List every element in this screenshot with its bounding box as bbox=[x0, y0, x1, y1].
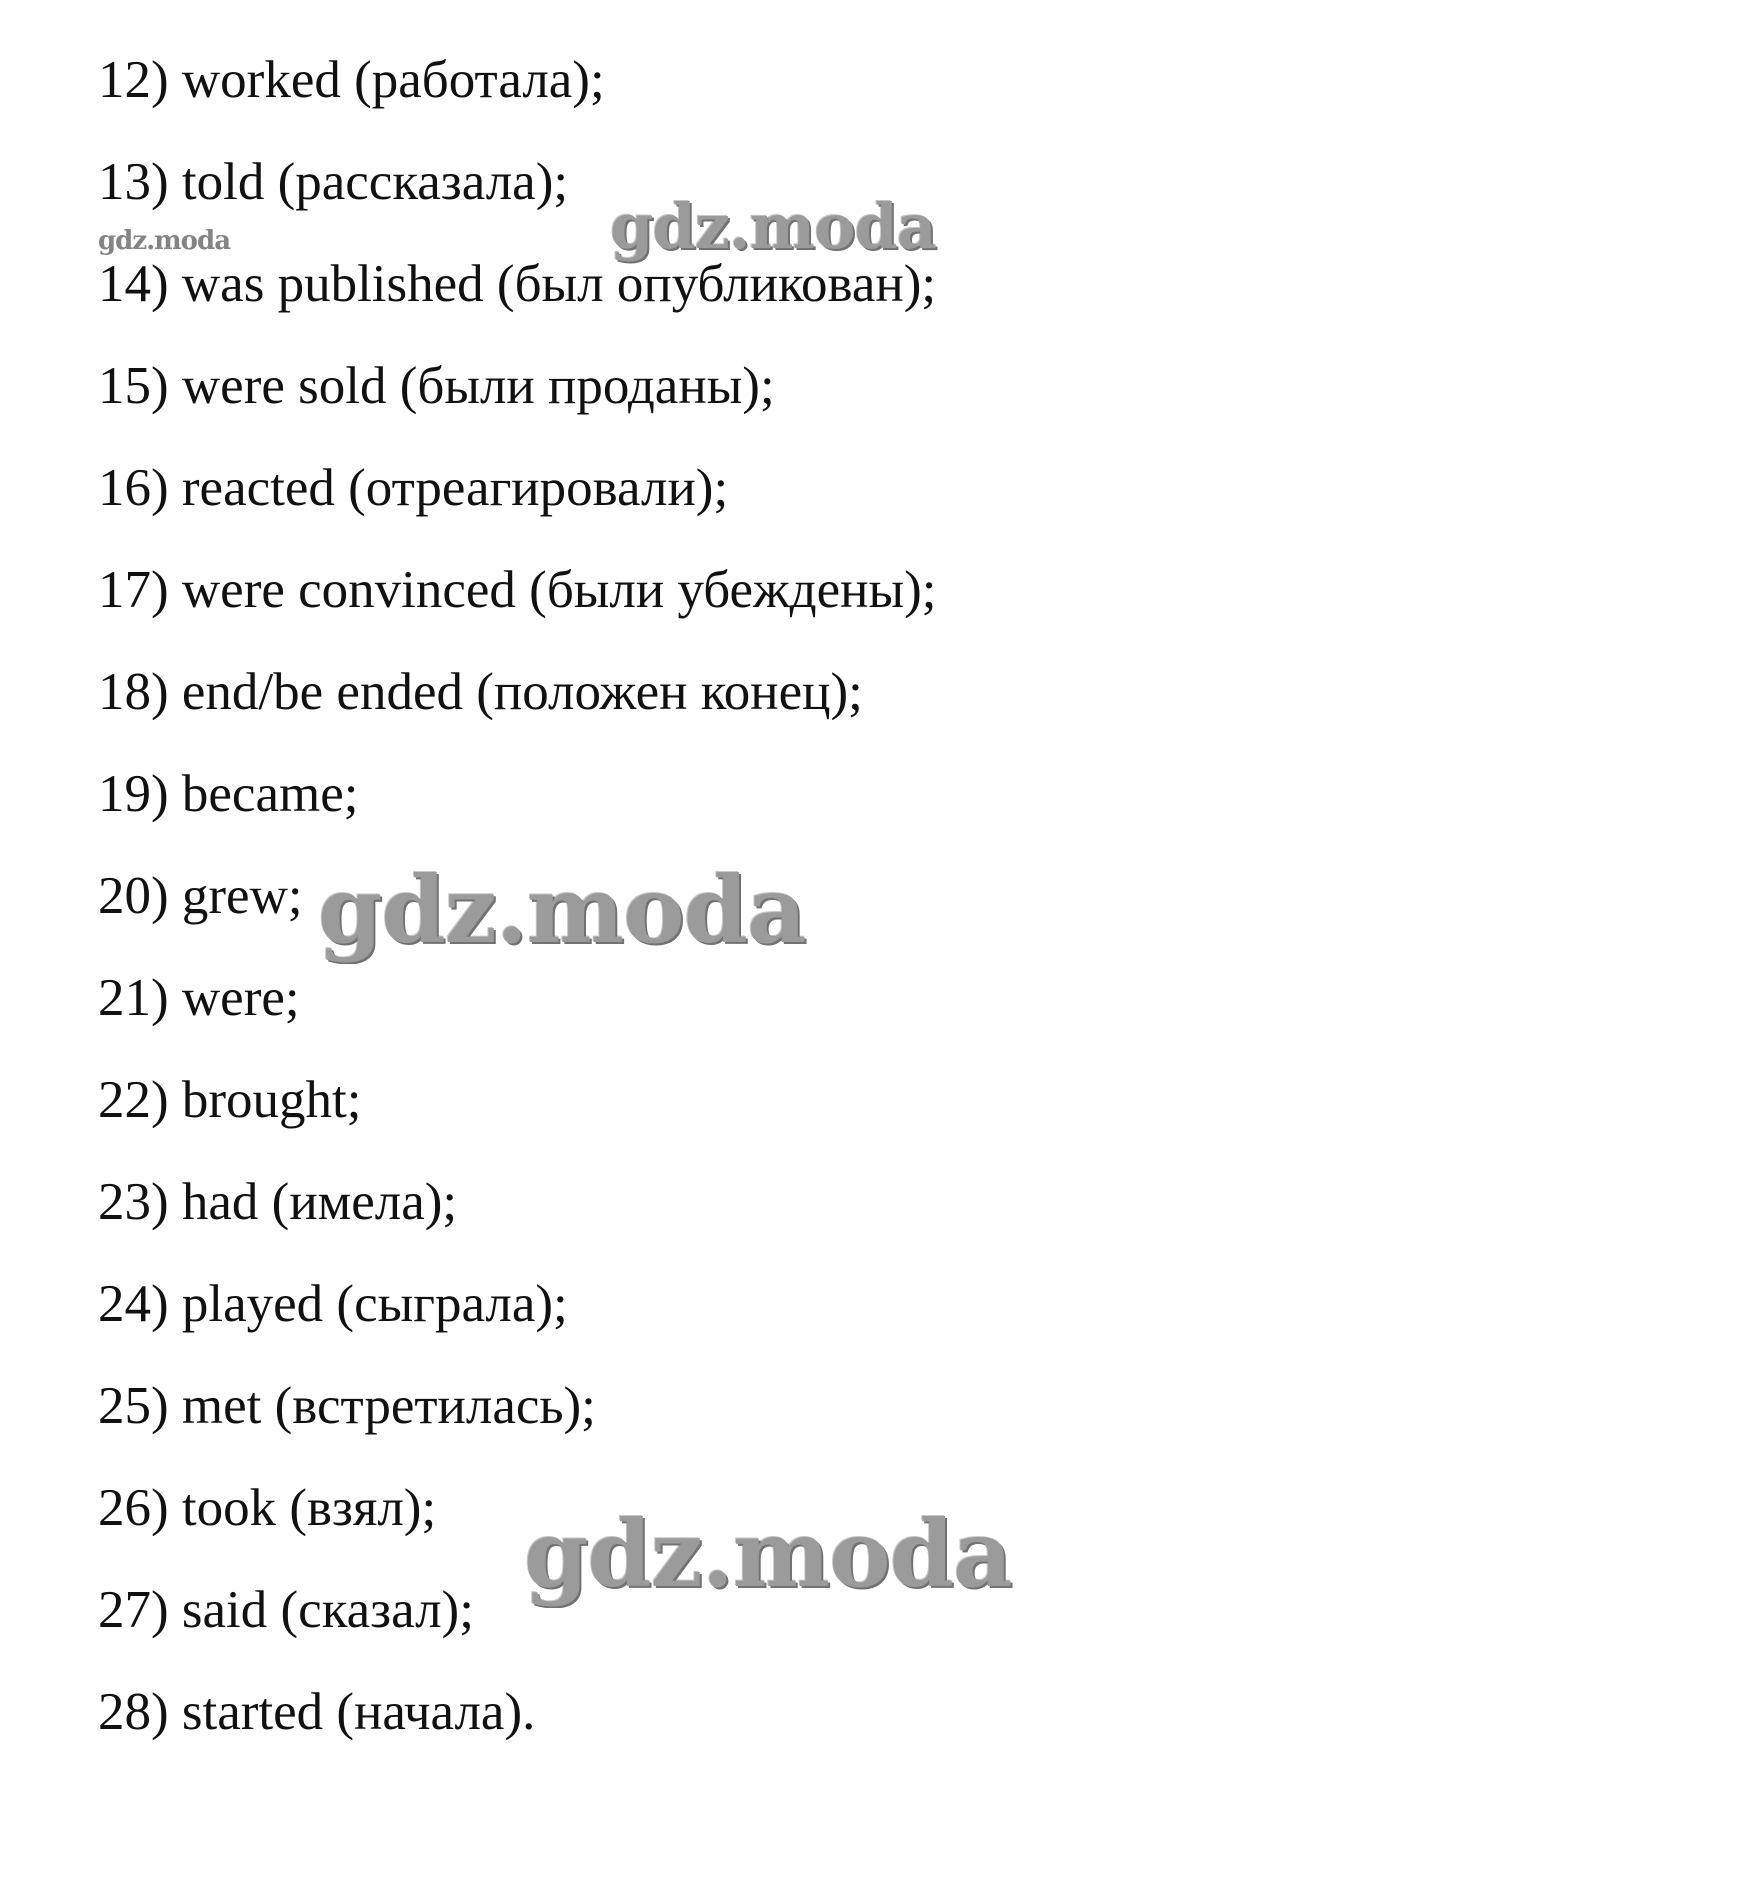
answer-line-24: 24) played (сыграла); bbox=[98, 1275, 568, 1333]
answer-line-13: 13) told (рассказала); bbox=[98, 153, 569, 211]
watermark-small: gdz.moda bbox=[98, 226, 231, 256]
watermark-middle: gdz.moda bbox=[318, 856, 806, 964]
answer-line-15: 15) were sold (были проданы); bbox=[98, 357, 775, 415]
answer-line-21: 21) were; bbox=[98, 969, 300, 1027]
answer-line-22: 22) brought; bbox=[98, 1071, 362, 1129]
answer-line-12: 12) worked (работала); bbox=[98, 51, 605, 109]
answer-line-25: 25) met (встретилась); bbox=[98, 1377, 596, 1435]
answer-line-18: 18) end/be ended (положен конец); bbox=[98, 663, 863, 721]
answer-line-16: 16) reacted (отреагировали); bbox=[98, 459, 729, 517]
watermark-bottom: gdz.moda bbox=[524, 1500, 1012, 1608]
watermark-top: gdz.moda bbox=[610, 190, 936, 263]
answer-line-20: 20) grew; bbox=[98, 867, 303, 925]
answer-line-28: 28) started (начала). bbox=[98, 1683, 536, 1741]
answer-line-17: 17) were convinced (были убеждены); bbox=[98, 561, 937, 619]
answer-line-23: 23) had (имела); bbox=[98, 1173, 458, 1231]
answer-line-26: 26) took (взял); bbox=[98, 1479, 437, 1537]
answer-line-19: 19) became; bbox=[98, 765, 359, 823]
answer-line-14: 14) was published (был опубликован); bbox=[98, 255, 937, 313]
answer-line-27: 27) said (сказал); bbox=[98, 1581, 474, 1639]
